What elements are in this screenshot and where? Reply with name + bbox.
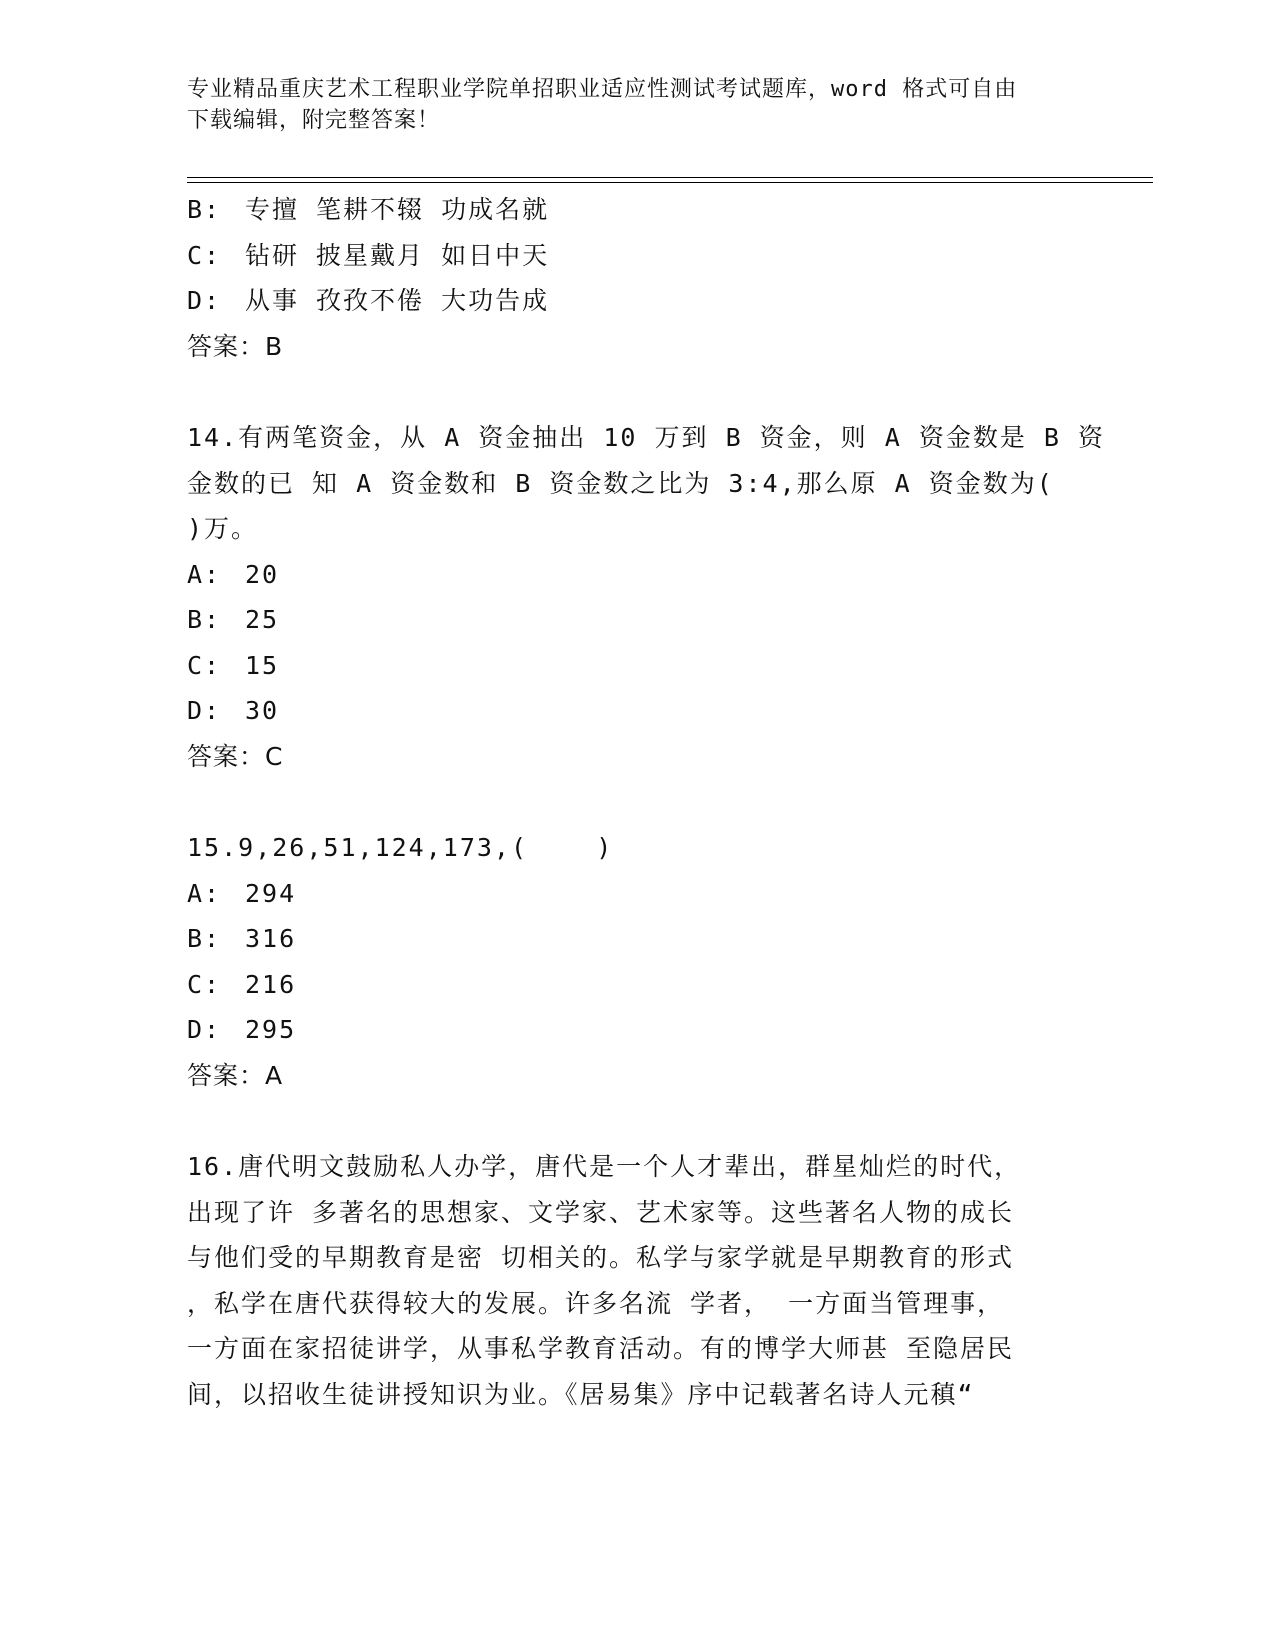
question-14 — [187, 415, 1105, 779]
answer: 答案：B — [187, 331, 284, 361]
option-key: B: — [187, 605, 222, 634]
option-text: 294 — [245, 878, 297, 908]
option-text: 20 — [245, 559, 280, 589]
option-text: 钻研 披星戴月 如日中天 — [245, 240, 550, 270]
option-a — [187, 552, 1087, 598]
option-key: D: — [187, 286, 222, 315]
question-13 — [187, 187, 1087, 369]
option-key: A: — [187, 559, 222, 589]
page-header — [187, 74, 1067, 136]
header-line-1: 专业精品重庆艺术工程职业学院单招职业适应性测试考试题库，word 格式可自由 — [187, 77, 1018, 102]
header-rule-bottom — [187, 182, 1153, 183]
option-key: D: — [187, 696, 222, 725]
question-stem-line: 金数的已 知 A 资金数和 B 资金数之比为 3:4,那么原 A 资金数为( — [187, 468, 1054, 498]
option-key: B: — [187, 195, 222, 224]
option-b — [187, 916, 1087, 962]
answer: 答案：C — [187, 741, 284, 771]
option-c — [187, 962, 1087, 1008]
document-body — [187, 187, 1105, 1417]
option-b — [187, 187, 1087, 233]
option-text: 216 — [245, 969, 297, 999]
option-key: C: — [187, 969, 222, 999]
option-c — [187, 643, 1087, 689]
option-c — [187, 233, 1087, 279]
question-stem-line: ，私学在唐代获得较大的发展。许多名流 学者， 一方面当管理事， — [187, 1288, 1005, 1318]
option-d — [187, 278, 1087, 324]
question-16 — [187, 1144, 1087, 1417]
option-d — [187, 1007, 1087, 1053]
question-stem-line: 与他们受的早期教育是密 切相关的。私学与家学就是早期教育的形式 — [187, 1243, 1015, 1272]
option-text: 专擅 笔耕不辍 功成名就 — [245, 195, 550, 224]
option-text: 15 — [245, 650, 280, 680]
question-stem-line: 间，以招收生徒讲授知识为业。《居易集》序中记载著名诗人元稹“ — [187, 1379, 975, 1409]
question-stem-line: 15.9,26,51,124,173,( ) — [187, 833, 614, 862]
option-text: 从事 孜孜不倦 大功告成 — [245, 286, 550, 315]
question-stem-line: 一方面在家招徒讲学，从事私学教育活动。有的博学大师甚 至隐居民 — [187, 1334, 1015, 1363]
answer: 答案：A — [187, 1060, 284, 1090]
question-stem-line: 16.唐代明文鼓励私人办学，唐代是一个人才辈出，群星灿烂的时代， — [187, 1152, 1022, 1181]
header-rule-top — [187, 177, 1153, 178]
option-a — [187, 871, 1087, 917]
option-key: C: — [187, 650, 222, 680]
option-text: 25 — [245, 605, 280, 634]
header-line-2: 下载编辑，附完整答案！ — [187, 108, 441, 133]
option-b — [187, 597, 1087, 643]
spacer — [187, 369, 1087, 415]
option-text: 316 — [245, 924, 297, 953]
spacer — [187, 1098, 1087, 1144]
question-stem-line: )万。 — [187, 514, 259, 543]
option-key: D: — [187, 1015, 222, 1044]
option-d — [187, 688, 1087, 734]
option-key: C: — [187, 240, 222, 270]
question-15 — [187, 825, 1087, 1098]
option-key: B: — [187, 924, 222, 953]
question-stem-line: 出现了许 多著名的思想家、文学家、艺术家等。这些著名人物的成长 — [187, 1197, 1015, 1227]
option-key: A: — [187, 878, 222, 908]
spacer — [187, 779, 1087, 825]
option-text: 295 — [245, 1015, 297, 1044]
option-text: 30 — [245, 696, 280, 725]
question-stem-line: 14.有两笔资金，从 A 资金抽出 10 万到 B 资金，则 A 资金数是 B 资 — [187, 423, 1105, 452]
